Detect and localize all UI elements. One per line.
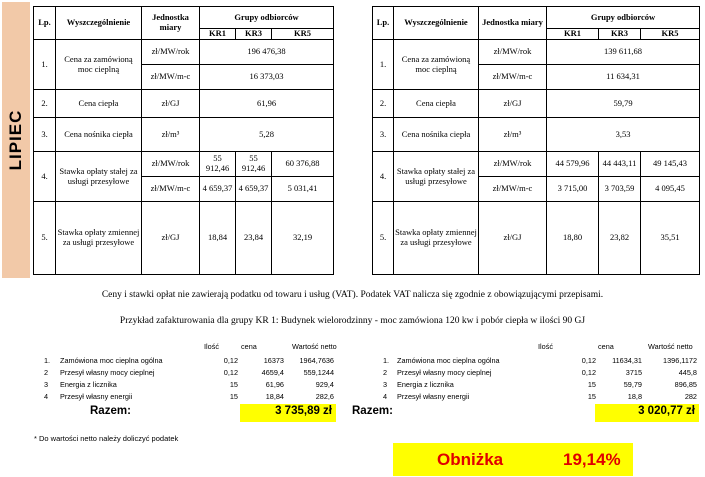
header-groups: Grupy odbiorców	[547, 7, 700, 29]
header-groups: Grupy odbiorców	[200, 7, 334, 29]
row-number: 4.	[373, 152, 394, 202]
item-price: 61,96	[265, 380, 284, 389]
value-cell: 5,28	[200, 118, 334, 152]
row-number: 5.	[373, 202, 394, 275]
value-cell: 16 373,03	[200, 65, 334, 90]
row-label: Cena za zamówioną moc cieplną	[394, 40, 479, 90]
item-name: Przesył własny energii	[397, 392, 470, 401]
item-qty: 15	[229, 392, 238, 401]
item-qty: 15	[587, 392, 596, 401]
item-number: 1.	[383, 356, 390, 365]
unit-cell: zł/MW/rok	[142, 152, 200, 177]
item-name: Przesył własny mocy cieplnej	[60, 368, 155, 377]
value-cell: 61,96	[200, 90, 334, 118]
header-lp: Lp.	[373, 7, 394, 40]
item-price: 3715	[625, 368, 642, 377]
value-kr3: 23,84	[236, 202, 272, 275]
qty-header: Ilość	[538, 342, 554, 351]
item-name: Energia z licznika	[397, 380, 454, 389]
item-value: 282	[684, 392, 697, 401]
row-number: 3.	[34, 118, 56, 152]
item-price: 4659,4	[261, 368, 284, 377]
row-label: Cena ciepła	[56, 90, 142, 118]
value-kr3: 4 659,37	[236, 177, 272, 202]
value-kr1: 55 912,46	[200, 152, 236, 177]
item-price: 16373	[263, 356, 284, 365]
item-number: 1.	[44, 356, 51, 365]
row-number: 1.	[373, 40, 394, 90]
row-label: Cena ciepła	[394, 90, 479, 118]
value-kr1: 18,80	[547, 202, 599, 275]
unit-cell: zł/MW/m-c	[142, 177, 200, 202]
header-kr1: KR1	[547, 29, 599, 40]
item-price: 11634,31	[612, 356, 642, 365]
item-value: 1396,1172	[663, 356, 697, 365]
header-kr5: KR5	[272, 29, 334, 40]
item-number: 2	[44, 368, 49, 377]
header-kr3: KR3	[236, 29, 272, 40]
value-kr5: 5 031,41	[272, 177, 334, 202]
item-name: Zamówiona moc cieplna ogólna	[60, 356, 163, 365]
total-value-left: 3 735,89 zł	[275, 405, 332, 417]
unit-cell: zł/MW/m-c	[142, 65, 200, 90]
row-number: 2.	[373, 90, 394, 118]
value-cell: 3,53	[547, 118, 700, 152]
qty-header: Ilość	[204, 342, 220, 351]
unit-cell: zł/m³	[479, 118, 547, 152]
header-kr3: KR3	[599, 29, 641, 40]
item-value: 559,1244	[303, 368, 334, 377]
footnote: * Do wartości netto należy doliczyć podatek	[34, 434, 179, 443]
item-qty: 15	[229, 380, 238, 389]
value-kr3: 3 703,59	[599, 177, 641, 202]
value-kr3: 55 912,46	[236, 152, 272, 177]
unit-cell: zł/GJ	[479, 90, 547, 118]
value-cell: 139 611,68	[547, 40, 700, 65]
value-kr1: 18,84	[200, 202, 236, 275]
row-label: Stawka opłaty stałej za usługi przesyłowe	[394, 152, 479, 202]
vat-note: Ceny i stawki opłat nie zawierają podatku od towaru i usług (VAT). Podatek VAT nalicza się zgodnie z obowiązującymi przepisami.	[101, 290, 604, 300]
item-number: 4	[383, 392, 388, 401]
item-number: 3	[44, 380, 49, 389]
item-value: 282,6	[315, 392, 334, 401]
header-kr5: KR5	[641, 29, 700, 40]
unit-cell: zł/GJ	[142, 90, 200, 118]
item-price: 18,84	[265, 392, 284, 401]
row-number: 3.	[373, 118, 394, 152]
unit-cell: zł/m³	[142, 118, 200, 152]
price-header: cena	[598, 342, 614, 351]
row-number: 5.	[34, 202, 56, 275]
row-label: Cena nośnika ciepła	[56, 118, 142, 152]
row-number: 4.	[34, 152, 56, 202]
row-label: Cena nośnika ciepła	[394, 118, 479, 152]
unit-cell: zł/GJ	[142, 202, 200, 275]
item-qty: 0,12	[581, 356, 596, 365]
value-kr5: 49 145,43	[641, 152, 700, 177]
item-number: 3	[383, 380, 388, 389]
item-qty: 0,12	[223, 356, 238, 365]
item-value: 445,8	[678, 368, 697, 377]
header-lp: Lp.	[34, 7, 56, 40]
discount-box	[393, 443, 633, 476]
unit-cell: zł/GJ	[479, 202, 547, 275]
price-header: cena	[241, 342, 257, 351]
header-description: Wyszczególnienie	[56, 7, 142, 40]
discount-value: 19,14%	[563, 450, 621, 469]
row-label: Stawka opłaty zmiennej za usługi przesyłowe	[394, 202, 479, 275]
value-header: Wartość netto	[648, 342, 693, 351]
unit-cell: zł/MW/rok	[142, 40, 200, 65]
row-label: Stawka opłaty stałej za usługi przesyłowe	[56, 152, 142, 202]
rate-table-left	[33, 6, 334, 275]
row-number: 1.	[34, 40, 56, 90]
total-label-left: Razem:	[90, 405, 131, 417]
item-name: Zamówiona moc cieplna ogólna	[397, 356, 500, 365]
header-unit: Jednostka miary	[479, 7, 547, 40]
item-number: 2	[383, 368, 388, 377]
item-qty: 15	[587, 380, 596, 389]
value-cell: 11 634,31	[547, 65, 700, 90]
value-cell: 59,79	[547, 90, 700, 118]
item-value: 1964,7636	[299, 356, 334, 365]
unit-cell: zł/MW/rok	[479, 40, 547, 65]
header-description: Wyszczególnienie	[394, 7, 479, 40]
rate-table-right	[372, 6, 700, 275]
month-label: LIPIEC	[6, 109, 25, 171]
unit-cell: zł/MW/m-c	[479, 65, 547, 90]
item-qty: 0,12	[223, 368, 238, 377]
value-kr5: 4 095,45	[641, 177, 700, 202]
total-value-right: 3 020,77 zł	[638, 405, 695, 417]
header-unit: Jednostka miary	[142, 7, 200, 40]
value-kr5: 32,19	[272, 202, 334, 275]
value-kr1: 3 715,00	[547, 177, 599, 202]
value-kr1: 4 659,37	[200, 177, 236, 202]
item-number: 4	[44, 392, 49, 401]
value-kr5: 35,51	[641, 202, 700, 275]
discount-label: Obniżka	[437, 450, 504, 469]
row-label: Stawka opłaty zmiennej za usługi przesyłowe	[56, 202, 142, 275]
month-sidebar	[2, 2, 30, 278]
item-name: Przesył własny mocy cieplnej	[397, 368, 492, 377]
item-value: 929,4	[315, 380, 334, 389]
row-label: Cena za zamówioną moc cieplną	[56, 40, 142, 90]
value-kr1: 44 579,96	[547, 152, 599, 177]
item-qty: 0,12	[581, 368, 596, 377]
value-kr5: 60 376,88	[272, 152, 334, 177]
row-number: 2.	[34, 90, 56, 118]
unit-cell: zł/MW/m-c	[479, 177, 547, 202]
item-value: 896,85	[674, 380, 697, 389]
header-kr1: KR1	[200, 29, 236, 40]
item-price: 59,79	[623, 380, 642, 389]
value-kr3: 23,82	[599, 202, 641, 275]
value-kr3: 44 443,11	[599, 152, 641, 177]
item-name: Energia z licznika	[60, 380, 117, 389]
item-name: Przesył własny energii	[60, 392, 133, 401]
item-price: 18,8	[627, 392, 642, 401]
value-cell: 196 476,38	[200, 40, 334, 65]
total-label-right: Razem:	[352, 405, 393, 417]
unit-cell: zł/MW/rok	[479, 152, 547, 177]
example-title: Przykład zafakturowania dla grupy KR 1: Budynek wielorodzinny - moc zamówiona 120 kw i pobór ciepła w ilości 90 GJ	[119, 316, 586, 326]
value-header: Wartość netto	[292, 342, 337, 351]
